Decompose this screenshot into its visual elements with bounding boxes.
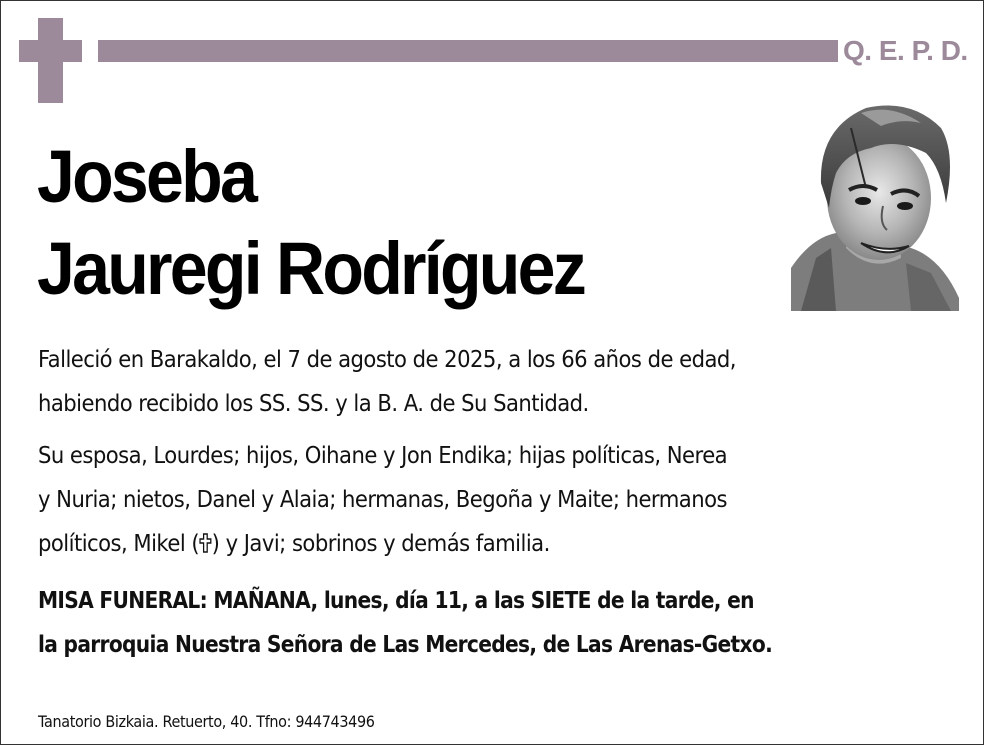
family-paragraph: [38, 433, 727, 565]
portrait-photo: [791, 98, 959, 311]
surnames: Jauregi Rodríguez: [37, 227, 584, 310]
funeral-mass-paragraph: [38, 578, 772, 666]
portrait-image: [791, 98, 959, 311]
cross-outline-icon: [199, 523, 212, 543]
funeral-line: la parroquia Nuestra Señora de Las Mercedes, de Las Arenas-Getxo.: [38, 630, 773, 658]
death-notice-line: Falleció en Barakaldo, el 7 de agosto de 2025, a los 66 años de edad,: [38, 345, 736, 373]
deceased-name: [37, 131, 584, 315]
family-line: Su esposa, Lourdes; hijos, Oihane y Jon Endika; hijas políticas, Nerea: [38, 441, 728, 469]
funeral-home-info: Tanatorio Bizkaia. Retuerto, 40. Tfno: 944743496: [38, 712, 375, 731]
family-line: y Nuria; nietos, Danel y Alaia; hermanas, Begoña y Maite; hermanos: [38, 485, 727, 513]
cross-icon-horizontal-bar: [19, 40, 82, 62]
qepd-label: Q. E. P. D.: [843, 35, 968, 66]
death-notice-paragraph: [38, 337, 736, 425]
family-line: [38, 521, 727, 565]
family-line-text: políticos, Mikel (: [38, 529, 200, 557]
header-rule: [98, 40, 838, 62]
first-name: Joseba: [37, 135, 256, 218]
family-line-text: ) y Javi; sobrinos y demás familia.: [211, 529, 550, 557]
death-notice-line: habiendo recibido los SS. SS. y la B. A. de Su Santidad.: [38, 389, 589, 417]
funeral-line: MISA FUNERAL: MAÑANA, lunes, día 11, a las SIETE de la tarde, en: [38, 586, 754, 614]
